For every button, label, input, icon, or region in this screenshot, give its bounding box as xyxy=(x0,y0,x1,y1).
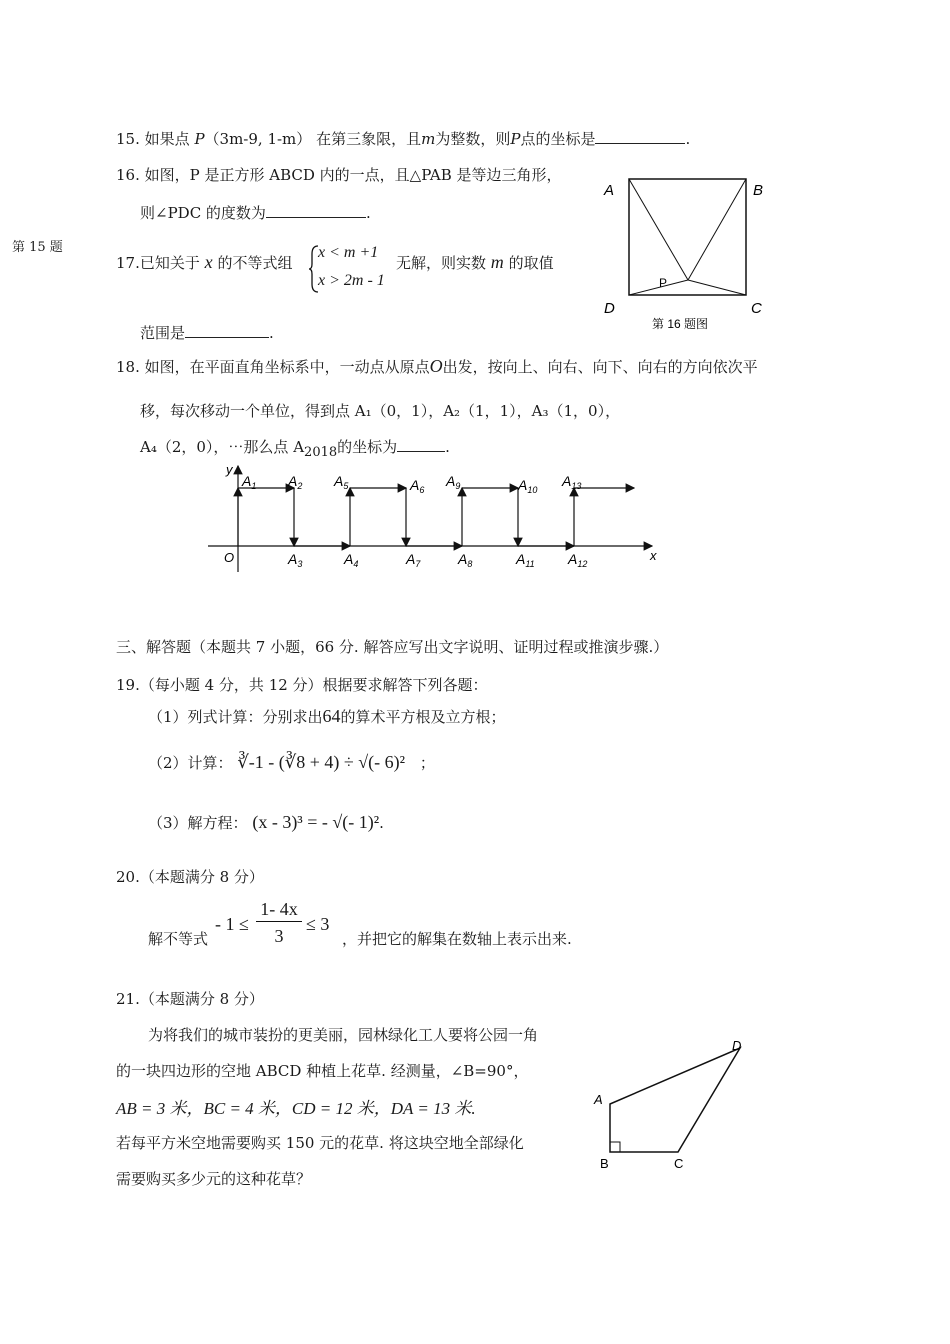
q20-heading: 20.（本题满分 8 分） xyxy=(116,868,264,886)
square-abcd xyxy=(629,179,746,295)
label-a4: $A_4$ xyxy=(344,551,359,569)
section-3-heading: 三、解答题（本题共 7 小题，66 分. 解答应写出文字说明、证明过程或推演步骤.） xyxy=(116,638,669,656)
q15-coords: （3m-9, 1-m） xyxy=(204,130,312,148)
q18-subscript: 2018 xyxy=(304,445,338,460)
y-axis-label: y xyxy=(226,462,233,477)
label-b: B xyxy=(600,1156,609,1171)
q21-line-2: 的一块四边形的空地 ABCD 种植上花草. 经测量，∠B=90°， xyxy=(116,1062,529,1080)
point-labels xyxy=(241,473,587,569)
q18-line-2: 移，每次移动一个单位，得到点 A₁（0，1），A₂（1，1），A₃（1，0）， xyxy=(140,402,621,420)
q20-text-1: 解不等式 xyxy=(148,930,209,948)
q15-text-3: 为整数，则 xyxy=(435,130,511,148)
label-c: C xyxy=(674,1156,684,1171)
right-angle-mark xyxy=(610,1142,620,1152)
q19-part-2-end: ； xyxy=(419,754,435,772)
q17-end: . xyxy=(269,324,274,342)
q20-right-bound: ≤ 3 xyxy=(306,914,330,934)
label-a11: $A_{11}$ xyxy=(516,551,535,569)
q19-part-1a: （1）列式计算：分别求出 xyxy=(148,708,323,726)
q17-text-4: 的取值 xyxy=(508,254,554,272)
q19-part-1b: 的算术平方根及立方根； xyxy=(340,708,506,726)
q18-coordinate-figure xyxy=(200,460,670,580)
q16-line-2 xyxy=(140,202,371,223)
q17-text-3: 无解，则实数 xyxy=(396,254,487,272)
question-17 xyxy=(116,252,292,273)
origin-label: O xyxy=(224,550,235,565)
q18-origin: O xyxy=(429,356,443,376)
q16-figure-caption: 第 16 题图 xyxy=(652,317,709,331)
q18-answer-blank xyxy=(397,437,445,452)
q17-answer-blank xyxy=(185,323,269,338)
q18-line-3b: 的坐标为 xyxy=(337,438,398,456)
q17-inequality-2: x > 2m - 1 xyxy=(318,272,385,289)
q19-part-3-label: （3）解方程： xyxy=(148,814,248,832)
q19-part-2-label: （2）计算： xyxy=(148,754,233,772)
q19-part-2 xyxy=(148,752,435,773)
q15-end: . xyxy=(685,130,691,148)
label-p: P xyxy=(659,276,668,290)
q16-square-figure xyxy=(596,172,776,336)
label-d: D xyxy=(604,300,615,317)
q21-line-5: 需要购买多少元的这种花草？ xyxy=(116,1170,312,1188)
q20-numerator: 1- 4x xyxy=(256,899,302,922)
q18-line-1b: 出发，按向上、向右、向下、向右的方向依次平 xyxy=(442,358,758,376)
q15-text-1: 如果点 xyxy=(144,130,190,148)
q15-point-p-2: P xyxy=(510,130,521,148)
q19-number-64: 64 xyxy=(322,706,341,726)
q17-inequality-1: x < m +1 xyxy=(318,244,379,261)
q21-line-3: AB = 3 米，BC = 4 米，CD = 12 米，DA = 13 米. xyxy=(116,1099,476,1118)
movement-path xyxy=(238,488,634,546)
label-a7: $A_7$ xyxy=(406,551,421,569)
q15-point-p: P xyxy=(194,130,205,148)
q20-denominator: 3 xyxy=(274,926,284,946)
segment-pb xyxy=(688,179,746,280)
q18-end: . xyxy=(445,438,450,456)
q19-part-2-expression: ∛-1 - (∛8 + 4) ÷ √(- 6)² xyxy=(237,752,406,772)
label-a6: $A_6$ xyxy=(410,477,425,495)
q15-text-4: 点的坐标是 xyxy=(520,130,596,148)
q15-answer-blank xyxy=(595,129,685,144)
q18-line-3a: A₄（2，0），⋯那么点 A xyxy=(140,438,305,456)
question-15 xyxy=(116,128,690,149)
q17-text-1: 已知关于 xyxy=(139,254,200,272)
segment-pc xyxy=(688,280,746,295)
label-d: D xyxy=(732,1038,742,1053)
q17-number: 17. xyxy=(116,254,140,272)
label-a2: $A_2$ xyxy=(288,473,303,491)
margin-note: 第 15 题 xyxy=(12,240,63,255)
label-c: C xyxy=(751,300,762,317)
q15-m: m xyxy=(421,130,436,148)
q19-part-3 xyxy=(148,812,384,833)
q17-x: x xyxy=(204,252,213,272)
quadrilateral-abcd xyxy=(610,1048,740,1152)
q17-line-2 xyxy=(140,322,274,343)
q15-number: 15. xyxy=(116,130,140,148)
q19-part-3-expression: (x - 3)³ = - √(- 1)² xyxy=(252,812,380,832)
label-a10: $A_{10}$ xyxy=(518,477,538,495)
q18-line-1 xyxy=(116,356,758,377)
label-a9: $A_9$ xyxy=(446,473,461,491)
q19-part-1 xyxy=(148,706,506,727)
q19-part-3-end: . xyxy=(379,814,384,832)
label-a12: $A_{12}$ xyxy=(568,551,588,569)
label-a: A xyxy=(604,182,615,199)
q16-end: . xyxy=(365,204,371,222)
q15-text-2: 在第三象限，且 xyxy=(316,130,422,148)
label-b: B xyxy=(753,182,764,199)
q19-heading: 19.（每小题 4 分，共 12 分）根据要求解答下列各题： xyxy=(116,676,488,694)
q21-heading: 21.（本题满分 8 分） xyxy=(116,990,264,1008)
label-a13: $A_{13}$ xyxy=(562,473,582,491)
label-a5: $A_5$ xyxy=(334,473,349,491)
q16-answer-blank xyxy=(266,203,366,218)
q17-line-2-text: 范围是 xyxy=(140,324,186,342)
q18-line-3 xyxy=(140,436,450,460)
q21-quadrilateral-figure xyxy=(590,1036,760,1172)
x-axis-label: x xyxy=(650,548,657,563)
q17-text-2: 的不等式组 xyxy=(217,254,293,272)
label-a1: $A_1$ xyxy=(242,473,257,491)
label-a3: $A_3$ xyxy=(288,551,303,569)
label-a8: $A_8$ xyxy=(458,551,473,569)
q20-left-bound: - 1 ≤ xyxy=(215,914,249,934)
q16-line-1: 16. 如图，P 是正方形 ABCD 内的一点，且△PAB 是等边三角形， xyxy=(116,166,562,184)
q17-m: m xyxy=(490,252,504,272)
q18-line-1a: 18. 如图，在平面直角坐标系中，一动点从原点 xyxy=(116,358,430,376)
q20-text-2: ，并把它的解集在数轴上表示出来. xyxy=(342,930,572,948)
q16-line-2-text: 则∠PDC 的度数为 xyxy=(140,204,266,222)
q21-line-1: 为将我们的城市装扮的更美丽，园林绿化工人要将公园一角 xyxy=(148,1026,539,1044)
q17-tail xyxy=(396,252,554,273)
segment-pa xyxy=(629,179,688,280)
label-a: A xyxy=(594,1092,603,1107)
q21-line-4: 若每平方米空地需要购买 150 元的花草. 将这块空地全部绿化 xyxy=(116,1134,524,1152)
